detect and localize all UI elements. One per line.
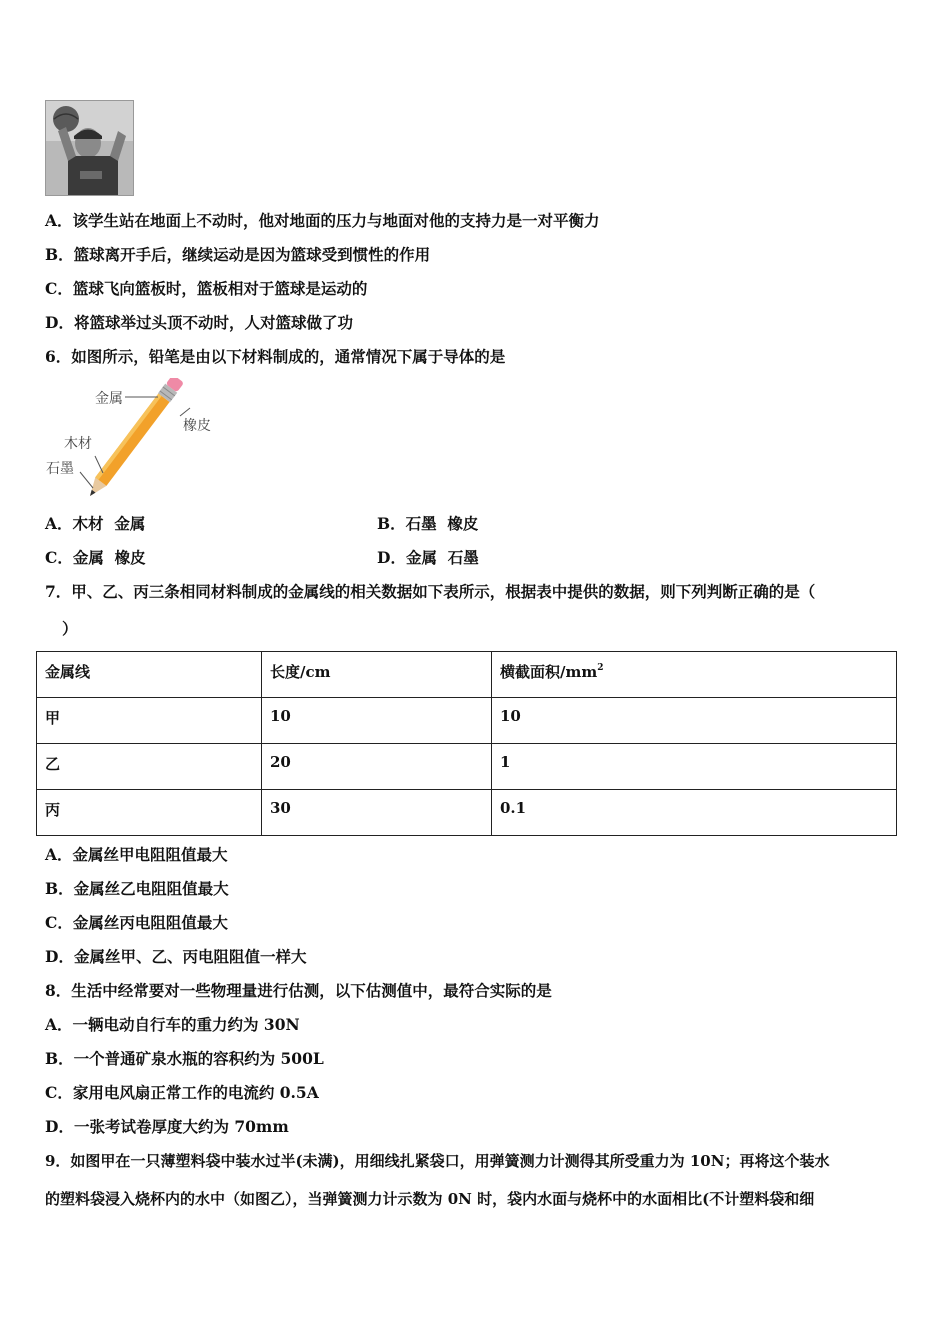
cell-wire: 丙	[37, 790, 262, 836]
q7-option-a: A．金属丝甲电阻阻值最大	[45, 845, 228, 864]
q6-option-d: D．金属 石墨	[377, 548, 479, 567]
q8-option-b: B．一个普通矿泉水瓶的容积约为 500L	[45, 1049, 324, 1068]
cell-area: 0.1	[492, 790, 897, 836]
table-row	[37, 790, 897, 836]
cell-wire: 乙	[37, 744, 262, 790]
q7-stem-line2: ）	[62, 619, 78, 638]
q6-option-b: B．石墨 橡皮	[377, 514, 479, 533]
q8-option-c: C．家用电风扇正常工作的电流约 0.5A	[45, 1083, 319, 1102]
q6-stem: 6．如图所示，铅笔是由以下材料制成的，通常情况下属于导体的是	[45, 347, 506, 366]
q9-line1: 9．如图甲在一只薄塑料袋中装水过半(未满)，用细线扎紧袋口，用弹簧测力计测得其所受重力为 10N；再将这个装水	[45, 1152, 830, 1170]
table-header-row	[37, 652, 897, 698]
q6-option-a: A．木材 金属	[45, 514, 146, 533]
header-area: 横截面积$/mm^2$	[492, 652, 897, 698]
cell-length: 30	[262, 790, 492, 836]
q5-option-b: B．篮球离开手后，继续运动是因为篮球受到惯性的作用	[45, 245, 431, 264]
q6-option-c: C．金属 橡皮	[45, 548, 146, 567]
table-row	[37, 744, 897, 790]
wire-data-table	[36, 651, 897, 836]
table-row	[37, 698, 897, 744]
cell-area: 10	[492, 698, 897, 744]
pencil-figure	[40, 378, 230, 503]
q8-stem: 8．生活中经常要对一些物理量进行估测，以下估测值中，最符合实际的是	[45, 981, 552, 1000]
cell-area: 1	[492, 744, 897, 790]
cell-length: 20	[262, 744, 492, 790]
cell-length: 10	[262, 698, 492, 744]
q7-stem-line1: 7．甲、乙、丙三条相同材料制成的金属线的相关数据如下表所示，根据表中提供的数据，则下列判断正确的是（	[45, 582, 816, 601]
q7-option-c: C．金属丝丙电阻阻值最大	[45, 913, 228, 932]
header-wire: 金属线	[37, 652, 262, 698]
q7-option-d: D．金属丝甲、乙、丙电阻阻值一样大	[45, 947, 307, 966]
q9-line2: 的塑料袋浸入烧杯内的水中（如图乙），当弹簧测力计示数为 0N 时，袋内水面与烧杯中的水面相比(不计塑料袋和细	[45, 1190, 815, 1208]
label-eraser: 橡皮	[183, 418, 211, 434]
basketball-student-photo	[45, 100, 134, 196]
label-wood: 木材	[64, 436, 92, 452]
q7-option-b: B．金属丝乙电阻阻值最大	[45, 879, 229, 898]
q8-option-a: A．一辆电动自行车的重力约为 30N	[45, 1015, 300, 1034]
q8-option-d: D．一张考试卷厚度大约为 70mm	[45, 1117, 289, 1136]
q5-option-d: D．将篮球举过头顶不动时，人对篮球做了功	[45, 313, 353, 332]
q5-option-a: A．该学生站在地面上不动时，他对地面的压力与地面对他的支持力是一对平衡力	[45, 211, 600, 230]
header-length: 长度/cm	[262, 652, 492, 698]
label-graphite: 石墨	[46, 461, 74, 477]
q5-option-c: C．篮球飞向篮板时，篮板相对于篮球是运动的	[45, 279, 368, 298]
cell-wire: 甲	[37, 698, 262, 744]
label-metal: 金属	[95, 391, 123, 407]
